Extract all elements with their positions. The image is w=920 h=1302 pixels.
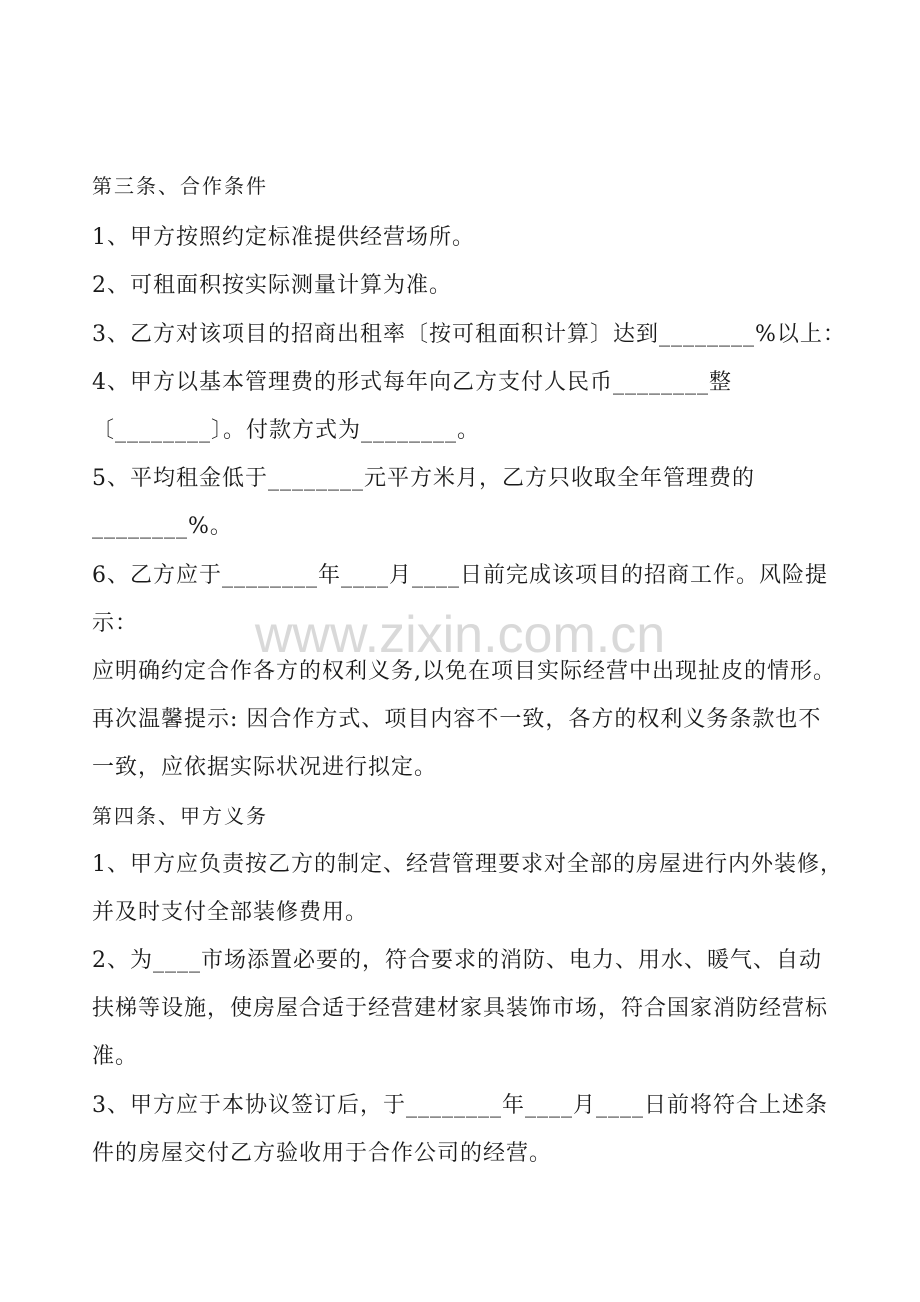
reminder-line: 一致，应依据实际状况进行拟定。 — [92, 755, 438, 781]
risk-tip-line: 应明确约定合作各方的权利义务,以免在项目实际经营中出现扯皮的情形。 — [92, 658, 836, 684]
article-3-cooperation-conditions — [92, 162, 902, 792]
text-line: 3、甲方应于本协议签订后，于________年____月____日前将符合上述条 — [92, 1092, 828, 1118]
text-line: 4、甲方以基本管理费的形式每年向乙方支付人民币________整 — [92, 369, 732, 395]
article-4-party-a-obligations — [92, 792, 902, 1178]
text-line: 2、可租面积按实际测量计算为准。 — [92, 273, 452, 299]
document-body — [92, 162, 902, 1178]
text-line: 扶梯等设施，使房屋合适于经营建材家具装饰市场，符合国家消防经营标 — [92, 996, 829, 1022]
text-line: 件的房屋交付乙方验收用于合作公司的经营。 — [92, 1140, 553, 1166]
text-line: 5、平均租金低于________元平方米月，乙方只收取全年管理费的 — [92, 466, 755, 492]
article-3-heading: 第三条、合作条件 — [92, 174, 268, 198]
article-4-heading: 第四条、甲方义务 — [92, 804, 268, 829]
reminder-line: 再次温馨提示: 因合作方式、项目内容不一致，各方的权利义务条款也不 — [92, 707, 822, 733]
text-line: 〔________〕。付款方式为________。 — [92, 417, 481, 443]
text-line: 准。 — [92, 1044, 139, 1070]
text-line: 示： — [92, 610, 139, 636]
text-line: ________%。 — [92, 514, 233, 540]
text-line: 1、甲方按照约定标准提供经营场所。 — [92, 225, 475, 251]
watermark: www.zixin.com.cn — [254, 606, 666, 664]
text-line: 3、乙方对该项目的招商出租率〔按可租面积计算〕达到________%以上： — [92, 321, 846, 347]
text-line: 1、甲方应负责按乙方的制定、经营管理要求对全部的房屋进行内外装修， — [92, 851, 843, 877]
text-line: 2、为____市场添置必要的，符合要求的消防、电力、用水、暖气、自动 — [92, 948, 822, 973]
text-line: 6、乙方应于________年____月____日前完成该项目的招商工作。风险提 — [92, 562, 828, 588]
text-line: 并及时支付全部装修费用。 — [92, 899, 369, 925]
